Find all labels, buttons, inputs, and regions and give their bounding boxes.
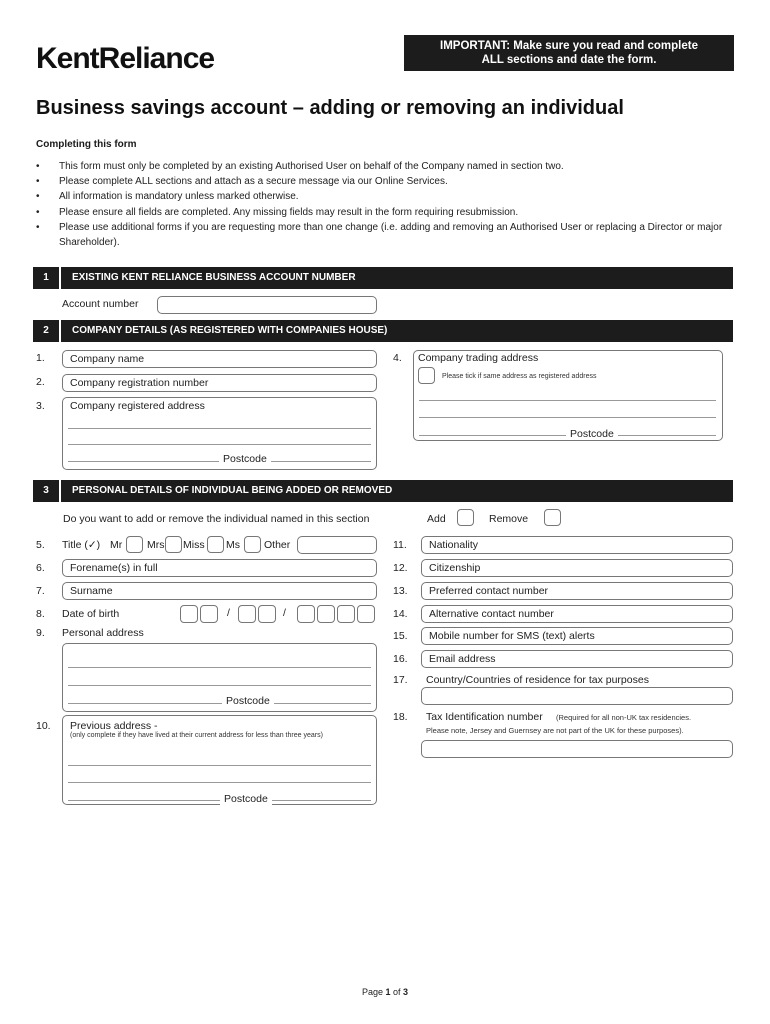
same-address-checkbox[interactable] xyxy=(418,367,435,384)
page-number xyxy=(0,987,770,997)
field-number: 9. xyxy=(36,627,45,639)
field-number: 6. xyxy=(36,562,45,574)
section-2-title: COMPANY DETAILS (AS REGISTERED WITH COMPANIES HOUSE) xyxy=(61,320,733,342)
remove-checkbox[interactable] xyxy=(544,509,561,526)
title-other-input[interactable] xyxy=(297,536,377,554)
citizenship-input[interactable]: Citizenship xyxy=(421,559,733,577)
personal-address-box[interactable] xyxy=(62,643,377,712)
preferred-contact-input[interactable]: Preferred contact number xyxy=(421,582,733,600)
address-line xyxy=(68,685,371,686)
field-number: 14. xyxy=(393,608,408,620)
section-1-number: 1 xyxy=(33,267,59,289)
address-line xyxy=(68,782,371,783)
field-number: 16. xyxy=(393,653,408,665)
title-other-label: Other xyxy=(264,539,291,551)
postcode-label: Postcode xyxy=(219,453,271,465)
section-2-number: 2 xyxy=(33,320,59,342)
add-remove-question: Do you want to add or remove the individual named in this section xyxy=(63,513,370,525)
add-label: Add xyxy=(427,513,446,525)
previous-address-label: Previous address - xyxy=(70,720,158,732)
address-line xyxy=(68,765,371,766)
page-of: of xyxy=(393,987,401,997)
postcode-label: Postcode xyxy=(220,793,272,805)
page-total: 3 xyxy=(403,987,409,997)
field-number: 2. xyxy=(36,376,45,388)
list-item: • Please ensure all fields are completed. Any missing fields may result in the form requiring resubmission. xyxy=(36,205,736,220)
field-number: 15. xyxy=(393,630,408,642)
tax-residence-label: Country/Countries of residence for tax purposes xyxy=(426,674,649,686)
dob-day-digit[interactable] xyxy=(200,605,218,623)
email-input[interactable]: Email address xyxy=(421,650,733,668)
dob-month-digit[interactable] xyxy=(238,605,256,623)
address-line xyxy=(68,667,371,668)
field-number: 13. xyxy=(393,585,408,597)
section-3-title: PERSONAL DETAILS OF INDIVIDUAL BEING ADDED OR REMOVED xyxy=(61,480,733,502)
title-ms-checkbox[interactable] xyxy=(244,536,261,553)
tin-label: Tax Identification number xyxy=(426,711,543,723)
title-miss-label: Miss xyxy=(183,539,205,551)
dob-separator: / xyxy=(227,607,230,619)
field-number: 4. xyxy=(393,352,402,364)
title-mrs-label: Mrs xyxy=(147,539,165,551)
list-item: • Please complete ALL sections and attach as a secure message via our Online Services. xyxy=(36,174,736,189)
field-number: 8. xyxy=(36,608,45,620)
remove-label: Remove xyxy=(489,513,529,525)
important-line-1: IMPORTANT: Make sure you read and complete xyxy=(440,40,698,52)
page-prefix: Page xyxy=(361,987,383,997)
tax-residence-input[interactable] xyxy=(421,687,733,705)
page-current: 1 xyxy=(385,987,391,997)
address-line xyxy=(419,417,716,418)
field-number: 5. xyxy=(36,539,45,551)
address-line xyxy=(68,703,371,704)
address-line xyxy=(68,428,371,429)
title-label: Title (✓) xyxy=(62,539,101,551)
previous-address-note: (only complete if they have lived at their current address for less than three years) xyxy=(70,732,323,739)
title-miss-checkbox[interactable] xyxy=(207,536,224,553)
forenames-input[interactable]: Forename(s) in full xyxy=(62,559,377,577)
dob-year-digit[interactable] xyxy=(317,605,335,623)
dob-year-digit[interactable] xyxy=(297,605,315,623)
personal-address-label: Personal address xyxy=(62,627,144,639)
account-number-label: Account number xyxy=(62,298,139,310)
field-number: 18. xyxy=(393,711,408,723)
dob-label: Date of birth xyxy=(62,608,120,620)
nationality-input[interactable]: Nationality xyxy=(421,536,733,554)
list-item: • Please use additional forms if you are requesting more than one change (i.e. adding and removing an Authorised User or replacing a Director or major Shareholder). xyxy=(36,220,736,250)
address-line xyxy=(68,444,371,445)
completing-list xyxy=(36,159,736,250)
dob-month-digit[interactable] xyxy=(258,605,276,623)
company-trading-address-label: Company trading address xyxy=(418,352,539,364)
add-checkbox[interactable] xyxy=(457,509,474,526)
field-number: 17. xyxy=(393,674,408,686)
tin-input[interactable] xyxy=(421,740,733,758)
mobile-sms-input[interactable]: Mobile number for SMS (text) alerts xyxy=(421,627,733,645)
important-notice xyxy=(404,35,734,71)
company-registered-address-label: Company registered address xyxy=(70,400,205,412)
address-line xyxy=(419,400,716,401)
kent-reliance-logo: KentReliance xyxy=(36,42,215,75)
account-number-input[interactable] xyxy=(157,296,377,314)
field-number: 11. xyxy=(393,539,407,551)
tin-note: (Required for all non-UK tax residencies. xyxy=(556,713,692,722)
alternative-contact-input[interactable]: Alternative contact number xyxy=(421,605,733,623)
field-number: 3. xyxy=(36,400,45,412)
dob-year-digit[interactable] xyxy=(357,605,375,623)
title-ms-label: Ms xyxy=(226,539,240,551)
title-mr-checkbox[interactable] xyxy=(126,536,143,553)
completing-heading: Completing this form xyxy=(36,139,137,150)
company-name-input[interactable]: Company name xyxy=(62,350,377,368)
surname-input[interactable]: Surname xyxy=(62,582,377,600)
title-mr-label: Mr xyxy=(110,539,123,551)
page-title: Business savings account – adding or removing an individual xyxy=(36,97,624,119)
postcode-label: Postcode xyxy=(222,695,274,707)
title-mrs-checkbox[interactable] xyxy=(165,536,182,553)
section-3-number: 3 xyxy=(33,480,59,502)
field-number: 10. xyxy=(36,720,51,732)
list-item: • This form must only be completed by an existing Authorised User on behalf of the Company named in section two. xyxy=(36,159,736,174)
dob-day-digit[interactable] xyxy=(180,605,198,623)
field-number: 12. xyxy=(393,562,408,574)
section-1-title: EXISTING KENT RELIANCE BUSINESS ACCOUNT NUMBER xyxy=(61,267,733,289)
tin-note-2: Please note, Jersey and Guernsey are not part of the UK for these purposes). xyxy=(426,726,684,735)
postcode-label: Postcode xyxy=(566,428,618,440)
company-registration-input[interactable]: Company registration number xyxy=(62,374,377,392)
field-number: 1. xyxy=(36,352,45,364)
field-number: 7. xyxy=(36,585,45,597)
dob-year-digit[interactable] xyxy=(337,605,355,623)
same-address-label: Please tick if same address as registered address xyxy=(442,373,597,380)
list-item: • All information is mandatory unless marked otherwise. xyxy=(36,189,736,204)
important-line-2: ALL sections and date the form. xyxy=(481,54,657,66)
dob-separator: / xyxy=(283,607,286,619)
